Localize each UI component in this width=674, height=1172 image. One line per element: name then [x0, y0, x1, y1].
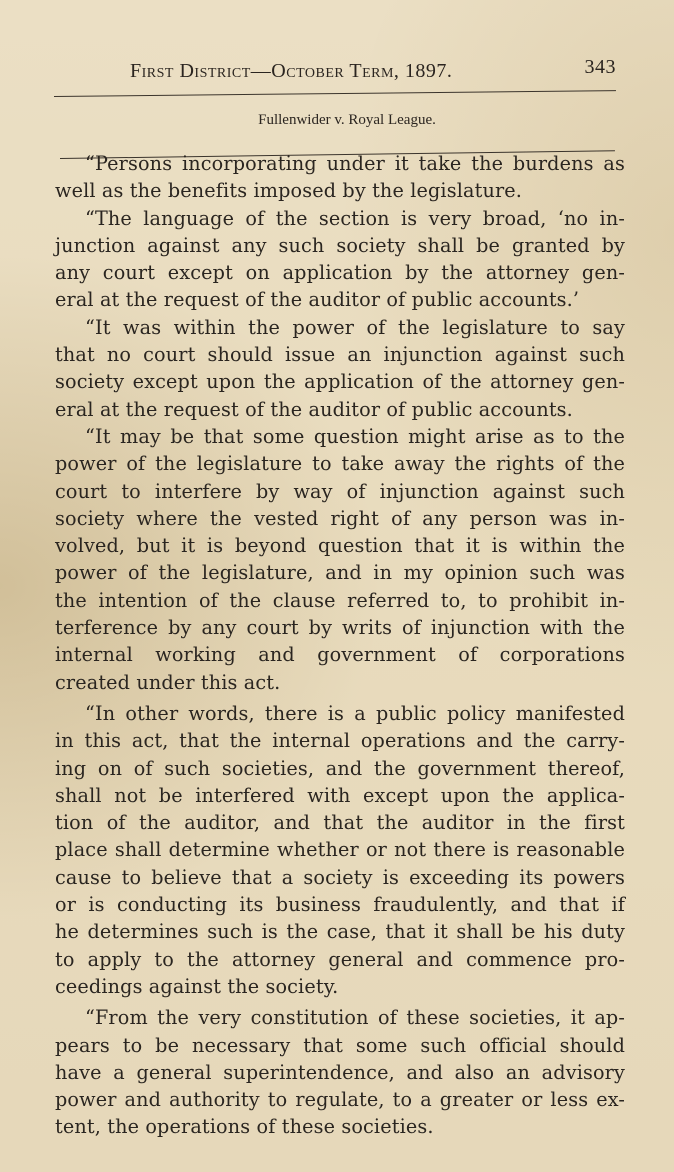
text-line: well as the benefits imposed by the legislature.	[55, 179, 523, 203]
page-number: 343	[584, 56, 616, 78]
body-text	[55, 150, 625, 1141]
text-line: “It may be that some question might arise as to the	[85, 424, 625, 448]
text-line: society where the vested right of any person was in-	[55, 506, 625, 530]
text-line: ceedings against the society.	[55, 974, 339, 998]
text-line: any court except on application by the attorney gen-	[55, 261, 625, 285]
text-line: shall not be interfered with except upon the applica-	[55, 783, 625, 807]
paragraph	[55, 205, 625, 314]
text-line: court to interfere by way of injunction against such	[55, 479, 625, 503]
text-line: power and authority to regulate, to a greater or less ex-	[55, 1088, 625, 1112]
text-line: internal working and government of corporations	[55, 643, 625, 667]
text-line: volved, but it is beyond question that it is within the	[55, 534, 625, 558]
text-line: to apply to the attorney general and commence pro-	[55, 947, 625, 971]
paragraph	[55, 1004, 625, 1140]
text-line: junction against any such society shall be granted by	[55, 233, 625, 257]
text-line: tion of the auditor, and that the auditor in the first	[55, 811, 625, 835]
text-line: place shall determine whether or not there is reasonable	[55, 838, 625, 862]
text-line: eral at the request of the auditor of public accounts.	[55, 397, 573, 421]
text-line: eral at the request of the auditor of public accounts.’	[55, 288, 580, 312]
running-head	[130, 56, 620, 86]
text-line: society except upon the application of the attorney gen-	[55, 370, 625, 394]
text-line: the intention of the clause referred to, to prohibit in-	[55, 588, 625, 612]
text-line: pears to be necessary that some such official should	[55, 1033, 625, 1057]
text-line: in this act, that the internal operations and the carry-	[55, 729, 625, 753]
text-line: terference by any court by writs of injunction with the	[55, 616, 625, 640]
text-line: created under this act.	[55, 670, 281, 694]
running-title: First District—October Term, 1897.	[130, 60, 453, 82]
text-line: that no court should issue an injunction against such	[55, 343, 625, 367]
text-line: or is conducting its business fraudulently, and that if	[55, 893, 625, 917]
text-line: “In other words, there is a public policy manifested	[85, 701, 625, 725]
paragraph	[55, 314, 625, 423]
paragraph	[55, 150, 625, 205]
text-line: cause to believe that a society is exceeding its powers	[55, 865, 625, 889]
text-line: “The language of the section is very broad, ‘no in-	[85, 206, 625, 230]
text-line: he determines such is the case, that it shall be his duty	[55, 920, 625, 944]
paragraph	[55, 700, 625, 1000]
text-line: ing on of such societies, and the government thereof,	[55, 756, 625, 780]
text-line: “It was within the power of the legislature to say	[85, 315, 625, 339]
text-line: have a general superintendence, and also an advisory	[55, 1060, 625, 1084]
text-line: “Persons incorporating under it take the burdens as	[85, 152, 625, 175]
text-line: tent, the operations of these societies.	[55, 1115, 434, 1139]
text-line: power of the legislature, and in my opinion such was	[55, 561, 625, 585]
text-line: power of the legislature to take away the rights of the	[55, 452, 625, 476]
header-rule	[54, 90, 616, 97]
text-line: “From the very constitution of these societies, it ap-	[85, 1006, 625, 1030]
case-title: Fullenwider v. Royal League.	[258, 112, 436, 128]
paragraph	[55, 423, 625, 696]
